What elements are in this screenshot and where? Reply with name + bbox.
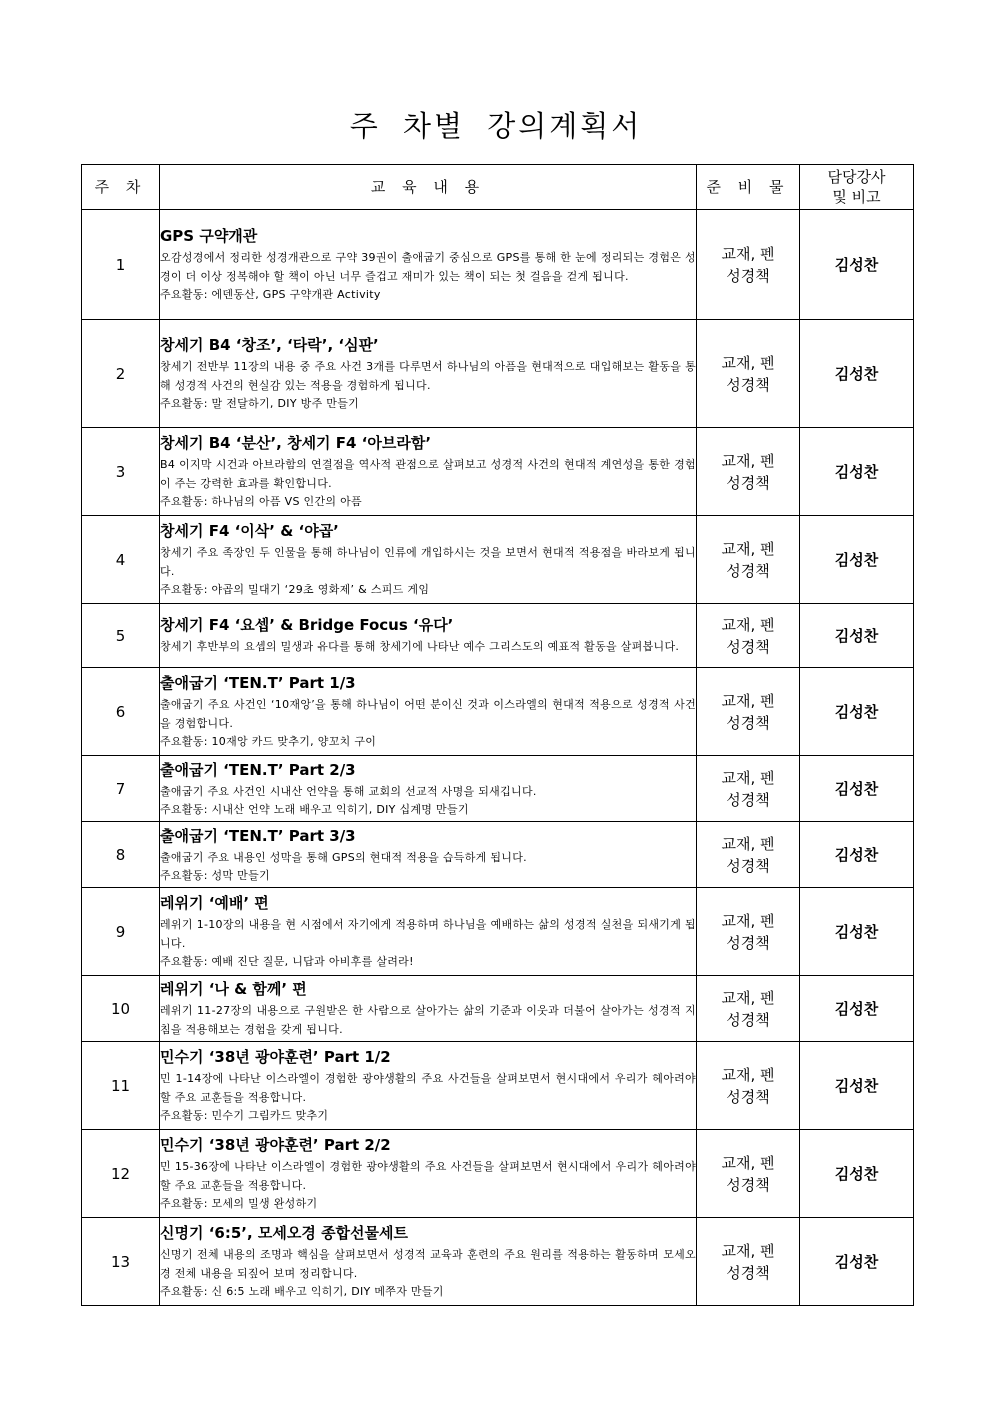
row-instructor: 김성찬	[800, 888, 914, 976]
row-title: 민수기 ‘38년 광야훈련’ Part 1/2	[160, 1048, 391, 1066]
row-instructor: 김성찬	[800, 756, 914, 822]
row-week: 5	[82, 604, 160, 668]
row-content	[160, 888, 697, 976]
header-week: 주 차	[82, 165, 160, 210]
row-title: 창세기 F4 ‘요셉’ & Bridge Focus ‘유다’	[160, 616, 454, 634]
row-prep	[697, 668, 800, 756]
row-title: 민수기 ‘38년 광야훈련’ Part 2/2	[160, 1136, 391, 1154]
row-title: 출애굽기 ‘TEN.T’ Part 1/3	[160, 674, 356, 692]
page-title: 주 차별 강의계획서	[349, 109, 643, 143]
row-prep	[697, 822, 800, 888]
row-instructor: 김성찬	[800, 210, 914, 320]
row-description: 민 1-14장에 나타난 이스라엘이 경험한 광야생활의 주요 사건들을 살펴보면서 현시대에서 우리가 헤아려야 할 주요 교훈들을 적용합니다.	[160, 1072, 696, 1104]
table-row	[82, 320, 914, 428]
row-prep-line-1: 교재, 펜	[721, 353, 775, 372]
row-prep-line-1: 교재, 펜	[721, 1241, 775, 1260]
row-prep-line-1: 교재, 펜	[721, 451, 775, 470]
table-row	[82, 668, 914, 756]
row-title: 창세기 B4 ‘창조’, ‘타락’, ‘심판’	[160, 336, 379, 354]
row-activity: 주요활동: 신 6:5 노래 배우고 익히기, DIY 메쭈자 만들기	[160, 1285, 444, 1298]
row-prep-line-1: 교재, 펜	[721, 1153, 775, 1172]
row-week: 1	[82, 210, 160, 320]
row-week: 12	[82, 1130, 160, 1218]
row-prep-line-2: 성경책	[726, 713, 770, 732]
row-activity: 주요활동: 모세의 밀생 완성하기	[160, 1197, 318, 1210]
row-instructor: 김성찬	[800, 1218, 914, 1306]
header-instructor-line-2: 및 비고	[832, 188, 881, 206]
row-prep-line-1: 교재, 펜	[721, 539, 775, 558]
row-prep-line-2: 성경책	[726, 266, 770, 285]
row-content	[160, 320, 697, 428]
row-description: 출애굽기 주요 사건인 시내산 언약을 통해 교회의 선교적 사명을 되새깁니다.	[160, 784, 537, 798]
row-content	[160, 976, 697, 1042]
row-activity: 주요활동: 민수기 그림카드 맞추기	[160, 1109, 329, 1122]
row-title: GPS 구약개관	[160, 227, 258, 245]
row-prep-line-2: 성경책	[726, 933, 770, 952]
row-content	[160, 1218, 697, 1306]
row-prep-line-1: 교재, 펜	[721, 615, 775, 634]
row-title: 출애굽기 ‘TEN.T’ Part 2/3	[160, 760, 356, 779]
row-activity: 주요활동: 말 전달하기, DIY 방주 만들기	[160, 397, 360, 410]
row-activity: 주요활동: 10재앙 카드 맞추기, 양꼬치 구이	[160, 735, 377, 748]
row-instructor: 김성찬	[800, 668, 914, 756]
row-prep-line-1: 교재, 펜	[721, 834, 775, 853]
row-week: 9	[82, 888, 160, 976]
row-instructor: 김성찬	[800, 822, 914, 888]
row-description: 창세기 전반부 11장의 내용 중 주요 사건 3개를 다루면서 하나님의 아픔을 현대적으로 대입해보는 활동을 통해 성경적 사건의 현실감 있는 적용을 경험하게 됩니다.	[160, 360, 696, 392]
table-row	[82, 822, 914, 888]
row-week: 11	[82, 1042, 160, 1130]
row-description: B4 이지막 시건과 아브라함의 연결점을 역사적 관점으로 살펴보고 성경적 사건의 현대적 계연성을 통한 경험이 주는 강력한 효과를 확인합니다.	[160, 458, 696, 490]
table-row	[82, 888, 914, 976]
row-instructor: 김성찬	[800, 428, 914, 516]
row-prep	[697, 1042, 800, 1130]
row-instructor: 김성찬	[800, 320, 914, 428]
row-activity: 주요활동: 에덴동산, GPS 구약개관 Activity	[160, 288, 381, 301]
row-week: 2	[82, 320, 160, 428]
row-prep	[697, 604, 800, 668]
row-activity: 주요활동: 예배 진단 질문, 니답과 아비후를 살려라!	[160, 955, 414, 968]
row-prep-line-1: 교재, 펜	[721, 988, 775, 1007]
row-week: 4	[82, 516, 160, 604]
row-content	[160, 604, 697, 668]
row-prep-line-2: 성경책	[726, 1175, 770, 1194]
row-content	[160, 668, 697, 756]
table-row	[82, 756, 914, 822]
row-instructor: 김성찬	[800, 976, 914, 1042]
row-prep-line-2: 성경책	[726, 1010, 770, 1029]
row-week: 7	[82, 756, 160, 822]
row-description: 출애굽기 주요 내용인 성막을 통해 GPS의 현대적 적용을 습득하게 됩니다.	[160, 850, 527, 864]
row-content	[160, 756, 697, 822]
table-row	[82, 604, 914, 668]
table-row	[82, 976, 914, 1042]
row-description: 민 15-36장에 나타난 이스라엘이 경험한 광야생활의 주요 사건들을 살펴보면서 현시대에서 우리가 헤아려야 할 주요 교훈들을 적용합니다.	[160, 1160, 696, 1192]
row-prep	[697, 320, 800, 428]
table-row	[82, 1130, 914, 1218]
row-description: 레위기 1-10장의 내용을 현 시점에서 자기에게 적용하며 하나님을 예배하는 삶의 성경적 실천을 되새기게 됩니다.	[160, 918, 696, 950]
row-activity: 주요활동: 하나님의 아픔 VS 인간의 아픔	[160, 495, 362, 508]
row-description: 창세기 주요 족장인 두 인물을 통해 하나님이 인류에 개입하시는 것을 보면서 현대적 적용점을 바라보게 됩니다.	[160, 546, 696, 578]
row-description: 오감성경에서 정리한 성경개관으로 구약 39권이 출애굽기 중심으로 GPS를 통해 한 눈에 정리되는 경험은 성경이 더 이상 정복해야 할 책이 아닌 너무 즐겁고 재미가 있는 책이 되는 첫 걸음을 걷게 됩니다.	[160, 251, 696, 283]
lecture-plan-table	[81, 164, 914, 1306]
row-instructor: 김성찬	[800, 604, 914, 668]
row-content	[160, 516, 697, 604]
row-prep	[697, 1218, 800, 1306]
header-row	[82, 165, 914, 210]
row-title: 출애굽기 ‘TEN.T’ Part 3/3	[160, 826, 356, 845]
row-week: 13	[82, 1218, 160, 1306]
row-description: 창세기 후반부의 요셉의 밀생과 유다를 통해 창세기에 나타난 예수 그리스도의 예표적 활동을 살펴봅니다.	[160, 640, 680, 653]
row-title: 신명기 ‘6:5’, 모세오경 종합선물세트	[160, 1224, 409, 1242]
row-prep-line-2: 성경책	[726, 856, 770, 875]
row-description: 출애굽기 주요 사건인 ‘10재앙’을 통해 하나님이 어떤 분이신 것과 이스라엘의 현대적 적용으로 성경적 사건을 경험합니다.	[160, 698, 696, 730]
row-week: 8	[82, 822, 160, 888]
row-prep	[697, 888, 800, 976]
row-description: 신명기 전체 내용의 조명과 핵심을 살펴보면서 성경적 교육과 훈련의 주요 원리를 적용하는 활동하며 모세오경 전체 내용을 되짚어 보며 정리합니다.	[160, 1248, 696, 1280]
table-row	[82, 1042, 914, 1130]
row-activity: 주요활동: 성막 만들기	[160, 868, 270, 882]
table-body	[82, 210, 914, 1306]
row-description: 레위기 11-27장의 내용으로 구원받은 한 사람으로 살아가는 삶의 기준과 이웃과 더불어 살아가는 성경적 지침을 적용해보는 경험을 갖게 됩니다.	[160, 1003, 696, 1036]
header-instructor-line-1: 담당강사	[827, 168, 886, 186]
row-week: 3	[82, 428, 160, 516]
row-title: 창세기 F4 ‘이삭’ & ‘야곱’	[160, 522, 339, 540]
row-prep-line-2: 성경책	[726, 790, 770, 809]
row-content	[160, 428, 697, 516]
row-prep-line-2: 성경책	[726, 637, 770, 656]
row-prep	[697, 976, 800, 1042]
header-content: 교 육 내 용	[160, 165, 697, 210]
table-row	[82, 1218, 914, 1306]
table-row	[82, 428, 914, 516]
row-prep-line-1: 교재, 펜	[721, 768, 775, 787]
row-instructor: 김성찬	[800, 1130, 914, 1218]
row-prep-line-1: 교재, 펜	[721, 1065, 775, 1084]
row-activity: 주요활동: 야곱의 밀대기 ‘29초 영화제’ & 스피드 게임	[160, 583, 430, 596]
row-title: 창세기 B4 ‘분산’, 창세기 F4 ‘아브라함’	[160, 434, 432, 452]
row-title: 레위기 ‘예배’ 편	[160, 894, 269, 912]
row-prep-line-2: 성경책	[726, 1263, 770, 1282]
row-content	[160, 822, 697, 888]
header-prep: 준 비 물	[697, 165, 800, 210]
row-prep-line-2: 성경책	[726, 561, 770, 580]
row-prep-line-2: 성경책	[726, 375, 770, 394]
row-content	[160, 1042, 697, 1130]
row-prep-line-1: 교재, 펜	[721, 911, 775, 930]
table-row	[82, 516, 914, 604]
row-prep-line-1: 교재, 펜	[721, 244, 775, 263]
row-week: 10	[82, 976, 160, 1042]
row-prep-line-1: 교재, 펜	[721, 691, 775, 710]
row-activity: 주요활동: 시내산 언약 노래 배우고 익히기, DIY 십계명 만들기	[160, 802, 469, 816]
header-instructor	[800, 165, 914, 210]
row-instructor: 김성찬	[800, 516, 914, 604]
row-prep	[697, 516, 800, 604]
row-content	[160, 1130, 697, 1218]
table-row	[82, 210, 914, 320]
row-prep	[697, 210, 800, 320]
row-prep-line-2: 성경책	[726, 1087, 770, 1106]
row-prep	[697, 756, 800, 822]
row-prep-line-2: 성경책	[726, 473, 770, 492]
row-week: 6	[82, 668, 160, 756]
row-content	[160, 210, 697, 320]
row-prep	[697, 1130, 800, 1218]
row-title: 레위기 ‘나 & 함께’ 편	[160, 979, 307, 998]
row-prep	[697, 428, 800, 516]
row-instructor: 김성찬	[800, 1042, 914, 1130]
